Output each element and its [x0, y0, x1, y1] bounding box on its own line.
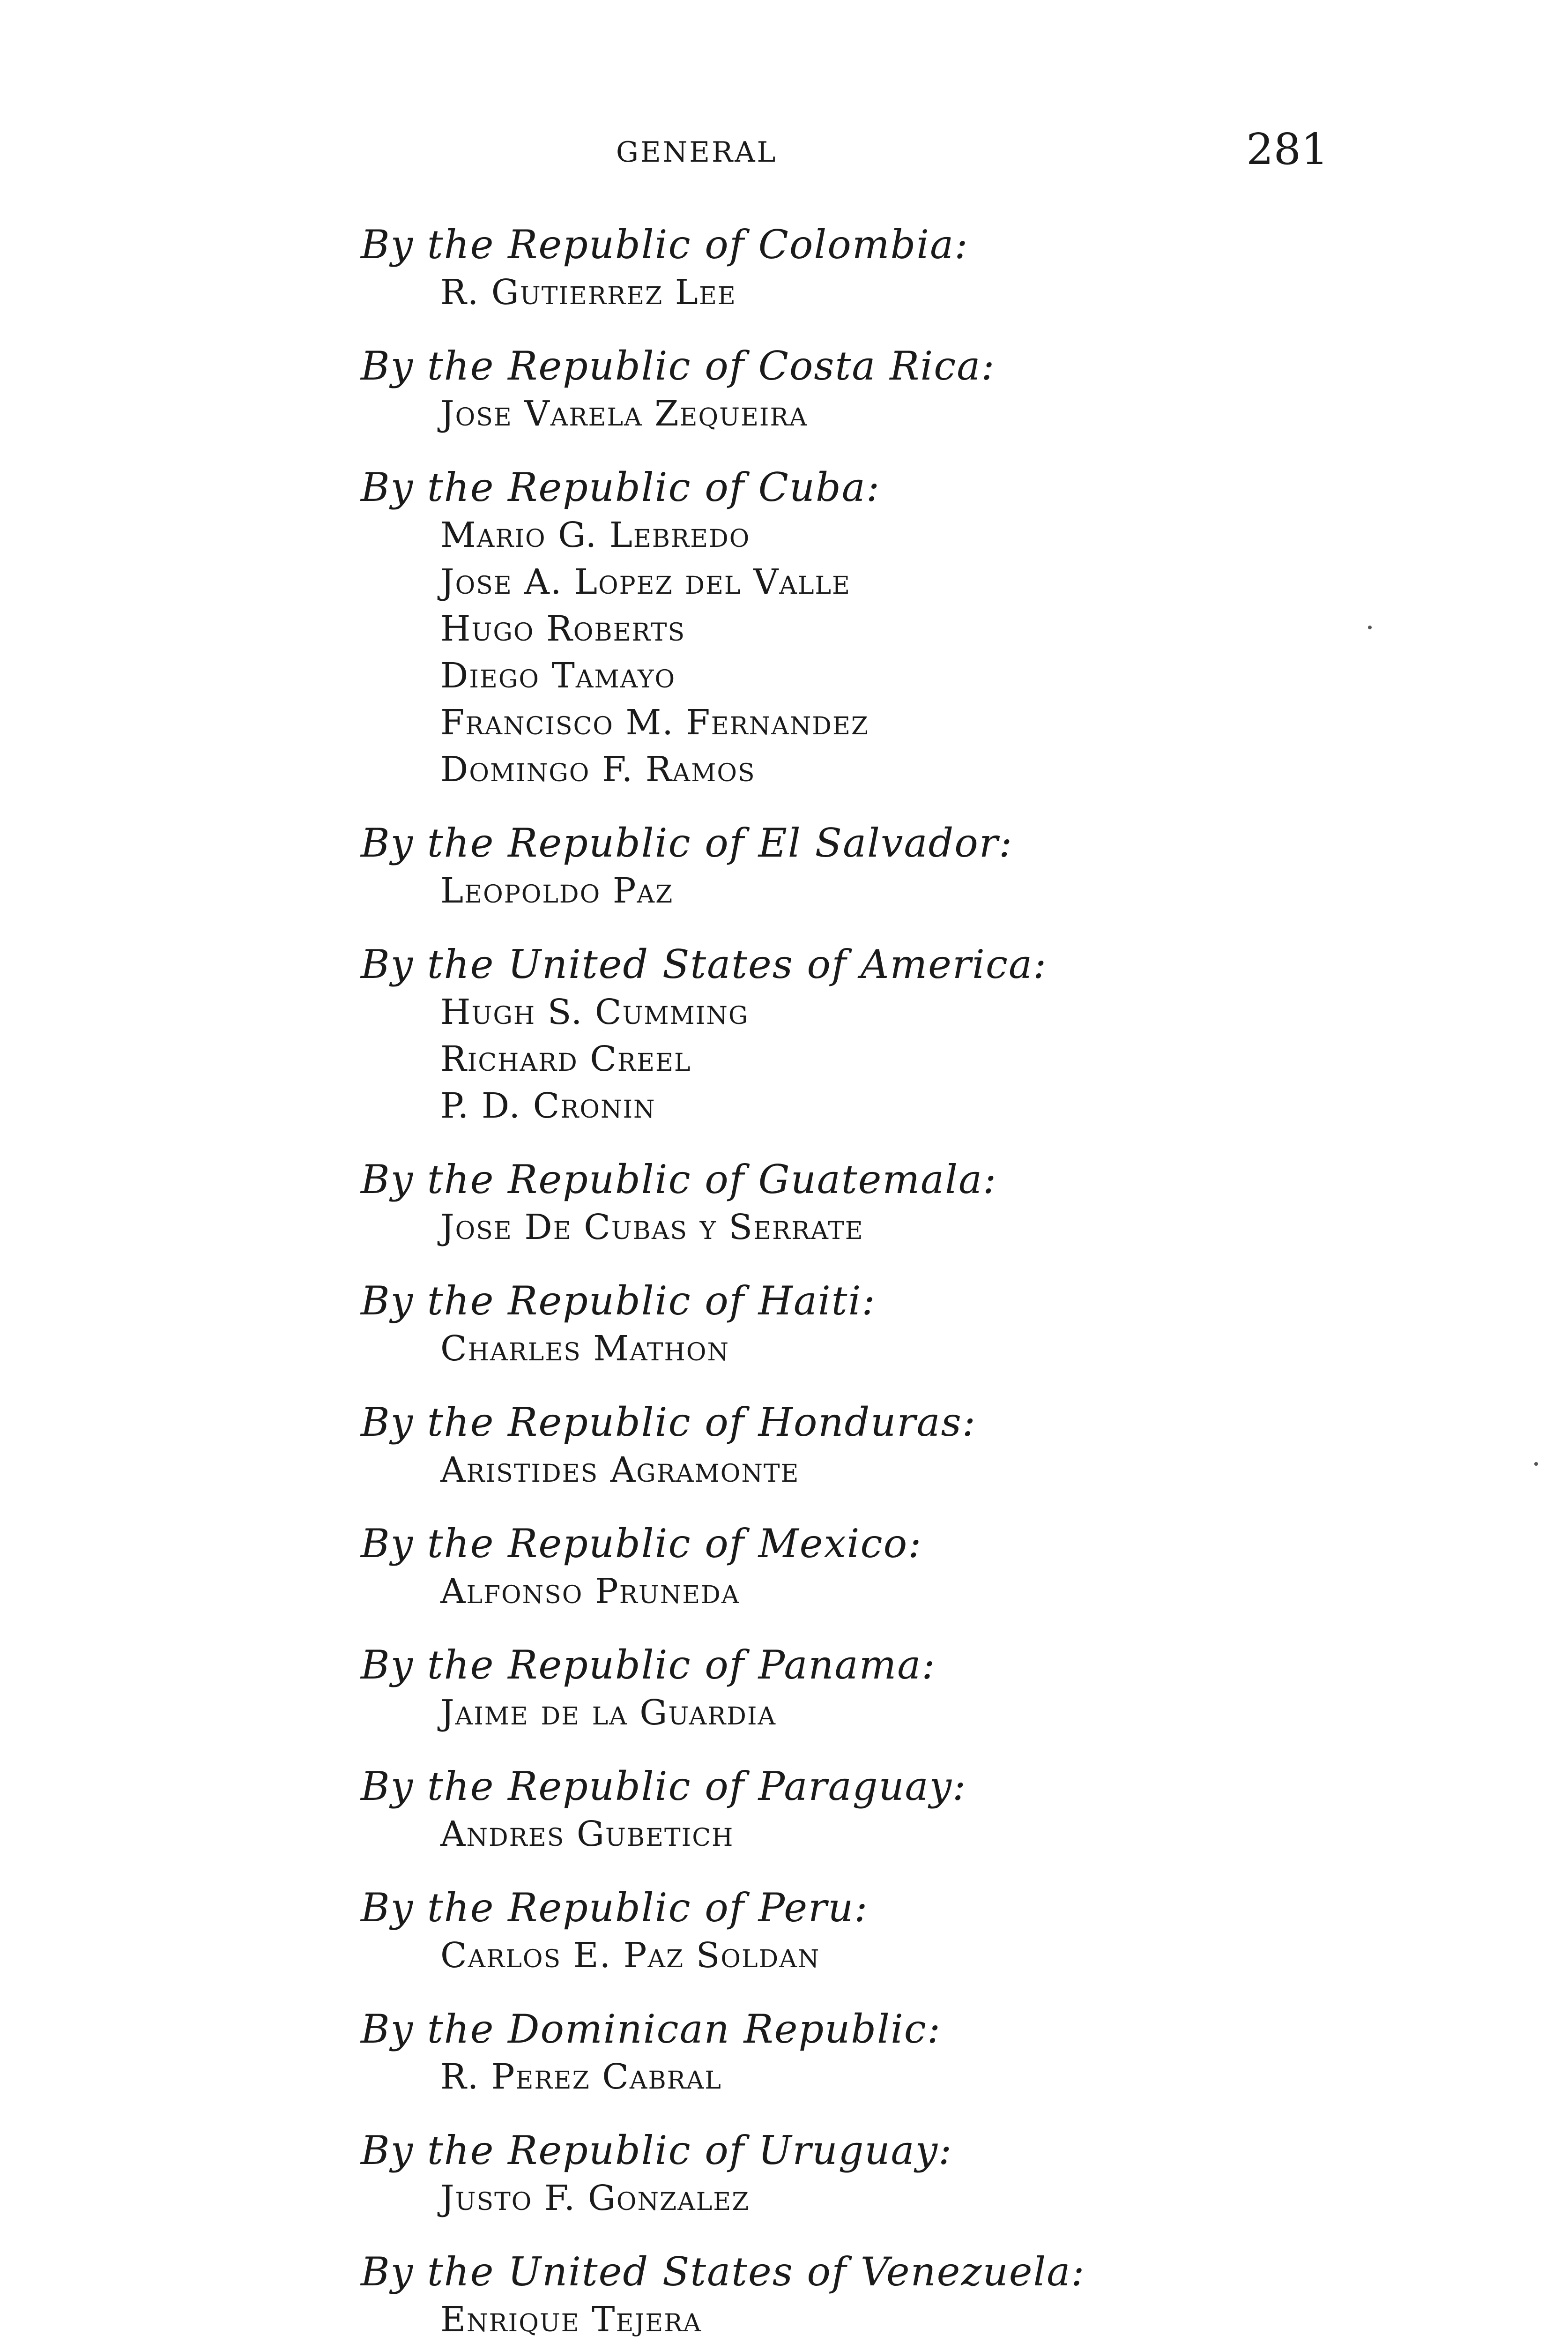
country-heading: By the Republic of Mexico: — [361, 1521, 922, 1567]
signatory-names — [361, 989, 1485, 1129]
signatory-name: P. D. Cronin — [440, 1086, 656, 1126]
page-number: 281 — [1246, 124, 1329, 174]
signatory-name: Jaime de la Guardia — [440, 1693, 777, 1733]
signatory-group — [361, 1762, 1485, 1858]
signatory-name: R. Perez Cabral — [440, 2057, 722, 2097]
country-heading: By the Republic of Honduras: — [361, 1399, 977, 1445]
signatory-names — [361, 2296, 1485, 2343]
signatory-group — [361, 940, 1485, 1129]
signatory-name: Francisco M. Fernandez — [440, 702, 869, 743]
signatory-group — [361, 220, 1485, 316]
signatory-group — [361, 1883, 1485, 1979]
signatory-name: Justo F. Gonzalez — [440, 2178, 750, 2218]
signatory-names — [361, 1932, 1485, 1979]
country-heading: By the United States of Venezuela: — [361, 2249, 1085, 2295]
signatory-group — [361, 819, 1485, 914]
signatory-names — [361, 1689, 1485, 1736]
country-heading: By the Republic of El Salvador: — [361, 820, 1013, 866]
signatory-names — [361, 1204, 1485, 1251]
signatory-names — [361, 269, 1485, 316]
signatory-group — [361, 342, 1485, 437]
signatory-names — [361, 390, 1485, 437]
signatory-name: Carlos E. Paz Soldan — [440, 1935, 820, 1976]
signatory-name: R. Gutierrez Lee — [440, 272, 736, 313]
signatory-name: Aristides Agramonte — [440, 1450, 800, 1490]
country-heading: By the Republic of Costa Rica: — [361, 343, 996, 389]
signatory-group — [361, 2126, 1485, 2222]
signatory-name: Jose Varela Zequeira — [440, 394, 808, 434]
signatory-names — [361, 1325, 1485, 1372]
signatory-name: Jose A. Lopez del Valle — [440, 562, 851, 602]
signatory-names — [361, 2053, 1485, 2100]
country-heading: By the Dominican Republic: — [361, 2006, 942, 2052]
signatory-name: Alfonso Pruneda — [440, 1571, 740, 1612]
country-heading: By the United States of America: — [361, 941, 1048, 987]
signatory-name: Mario G. Lebredo — [440, 515, 751, 555]
signatory-name: Leopoldo Paz — [440, 871, 674, 911]
signatory-name: Diego Tamayo — [440, 656, 676, 696]
signatory-name: Domingo F. Ramos — [440, 749, 756, 790]
signatory-name: Charles Mathon — [440, 1328, 729, 1369]
signatory-group — [361, 1155, 1485, 1251]
signatory-group — [361, 463, 1485, 793]
signatory-name: Jose De Cubas y Serrate — [440, 1207, 864, 1247]
signatory-names — [361, 1568, 1485, 1615]
country-heading: By the Republic of Paraguay: — [361, 1763, 967, 1809]
signatory-name: Hugo Roberts — [440, 609, 686, 649]
signatory-names — [361, 512, 1485, 793]
country-heading: By the Republic of Panama: — [361, 1642, 936, 1688]
country-heading: By the Republic of Uruguay: — [361, 2127, 953, 2173]
country-heading: By the Republic of Haiti: — [361, 1278, 876, 1324]
country-heading: By the Republic of Cuba: — [361, 464, 881, 510]
signatory-names — [361, 2175, 1485, 2222]
signatory-group — [361, 2005, 1485, 2100]
signatory-list — [361, 220, 1485, 2343]
scan-speck — [1368, 626, 1372, 629]
country-heading: By the Republic of Peru: — [361, 1885, 869, 1931]
country-heading: By the Republic of Colombia: — [361, 222, 969, 268]
signatory-names — [361, 1447, 1485, 1493]
signatory-name: Hugh S. Cumming — [440, 992, 749, 1032]
signatory-group — [361, 1276, 1485, 1372]
signatory-group — [361, 1398, 1485, 1493]
signatory-names — [361, 867, 1485, 914]
signatory-group — [361, 1519, 1485, 1615]
signatory-name: Enrique Tejera — [440, 2299, 702, 2340]
running-head: GENERAL — [616, 136, 778, 169]
signatory-group — [361, 1641, 1485, 1736]
signatory-name: Richard Creel — [440, 1039, 691, 1079]
signatory-name: Andres Gubetich — [440, 1814, 734, 1854]
scan-speck — [1534, 1462, 1538, 1466]
signatory-group — [361, 2247, 1485, 2343]
signatory-names — [361, 1811, 1485, 1858]
country-heading: By the Republic of Guatemala: — [361, 1157, 997, 1202]
